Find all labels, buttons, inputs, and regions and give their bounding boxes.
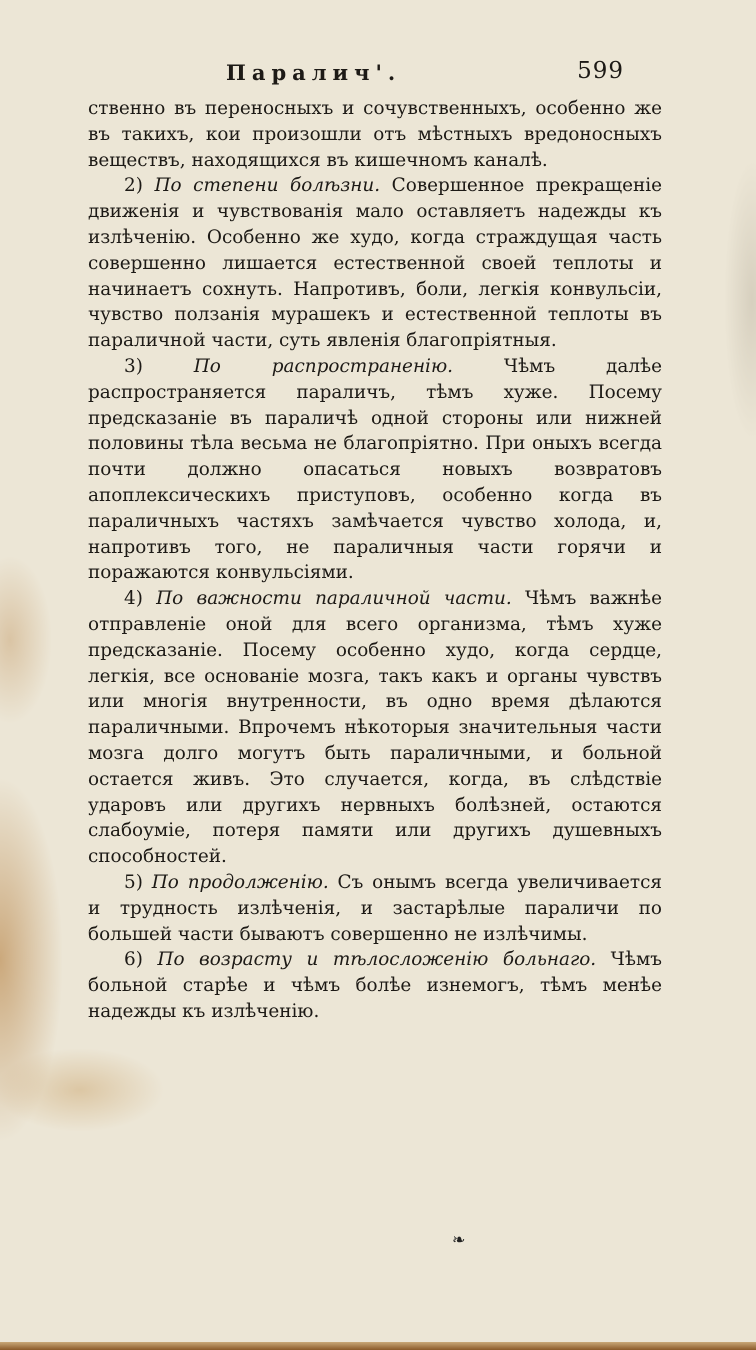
page-edge — [0, 1342, 756, 1350]
page-header — [0, 54, 756, 88]
paragraph-duration — [88, 870, 662, 947]
body-text — [88, 96, 662, 1025]
paragraph-number: 4) — [124, 588, 143, 610]
paragraph-spread — [88, 354, 662, 586]
paragraph-heading: По степени болѣзни. — [154, 175, 381, 197]
paragraph-heading: По распространенію. — [193, 355, 453, 377]
paragraph-number: 6) — [124, 949, 143, 971]
paragraph-number: 3) — [124, 355, 143, 377]
paragraph-degree-of-disease — [88, 173, 662, 354]
paragraph-text: Совершенное прекращеніе движенія и чувствованія мало оставляетъ надежды къ излѣченію. Особенно же худо, когда страждущая часть совершенно лишается естественной своей теплоты и начинаетъ сохнуть. Напротивъ, боли, легкія конвульсіи, чувство ползанія мурашекъ и естественной теплоты въ параличной части, суть явленія благопріятныя. — [88, 175, 662, 352]
paragraph-text: ственно въ переносныхъ и сочувственныхъ, особенно же въ такихъ, кои произошли отъ мѣстныхъ вредоносныхъ веществъ, находящихся въ кишечномъ каналѣ. — [88, 98, 662, 171]
paragraph-age-and-constitution — [88, 947, 662, 1024]
paragraph-importance-of-part — [88, 586, 662, 870]
paragraph-number: 2) — [124, 175, 143, 197]
paragraph-text: Чѣмъ далѣе распространяется параличъ, тѣмъ хуже. Посему предсказаніе въ параличѣ одной стороны или нижней половины тѣла весьма не благопріятно. При оныхъ всегда почти должно опасаться новыхъ возвратовъ апоплексическихъ приступовъ, особенно когда въ параличныхъ частяхъ замѣчается чувство холода, и, напротивъ того, не параличныя части горячи и поражаются конвульсіями. — [88, 355, 662, 584]
page-number: 599 — [577, 58, 624, 84]
paragraph-text: Чѣмъ больной старѣе и чѣмъ болѣе изнемогъ, тѣмъ менѣе надежды къ излѣченію. — [88, 949, 662, 1022]
ornament-icon: ❧ — [452, 1230, 466, 1249]
paragraph-heading: По возрасту и тѣлосложенію больнаго. — [157, 949, 597, 971]
paragraph-continuation — [88, 96, 662, 173]
running-head: Паралич'. — [226, 60, 402, 85]
paragraph-text: Съ онымъ всегда увеличивается и трудность излѣченія, и застарѣлые параличи по большей части бываютъ совершенно не излѣчимы. — [88, 871, 662, 945]
paragraph-heading: По продолженію. — [151, 871, 329, 893]
paragraph-number: 5) — [124, 871, 143, 893]
paragraph-heading: По важности параличной части. — [156, 588, 512, 610]
paragraph-text: Чѣмъ важнѣе отправленіе оной для всего организма, тѣмъ хуже предсказаніе. Посему особенно худо, когда сердце, легкія, все основаніе мозга, такъ какъ и органы чувствъ или многія внутренности, въ одно время дѣлаются параличными. Впрочемъ нѣкоторыя значительныя части мозга долго могутъ быть параличными, и больной остается живъ. Это случается, когда, въ слѣдствіе ударовъ или другихъ нервныхъ болѣзней, остаются слабоуміе, потеря памяти или другихъ душевныхъ способностей. — [88, 588, 662, 868]
